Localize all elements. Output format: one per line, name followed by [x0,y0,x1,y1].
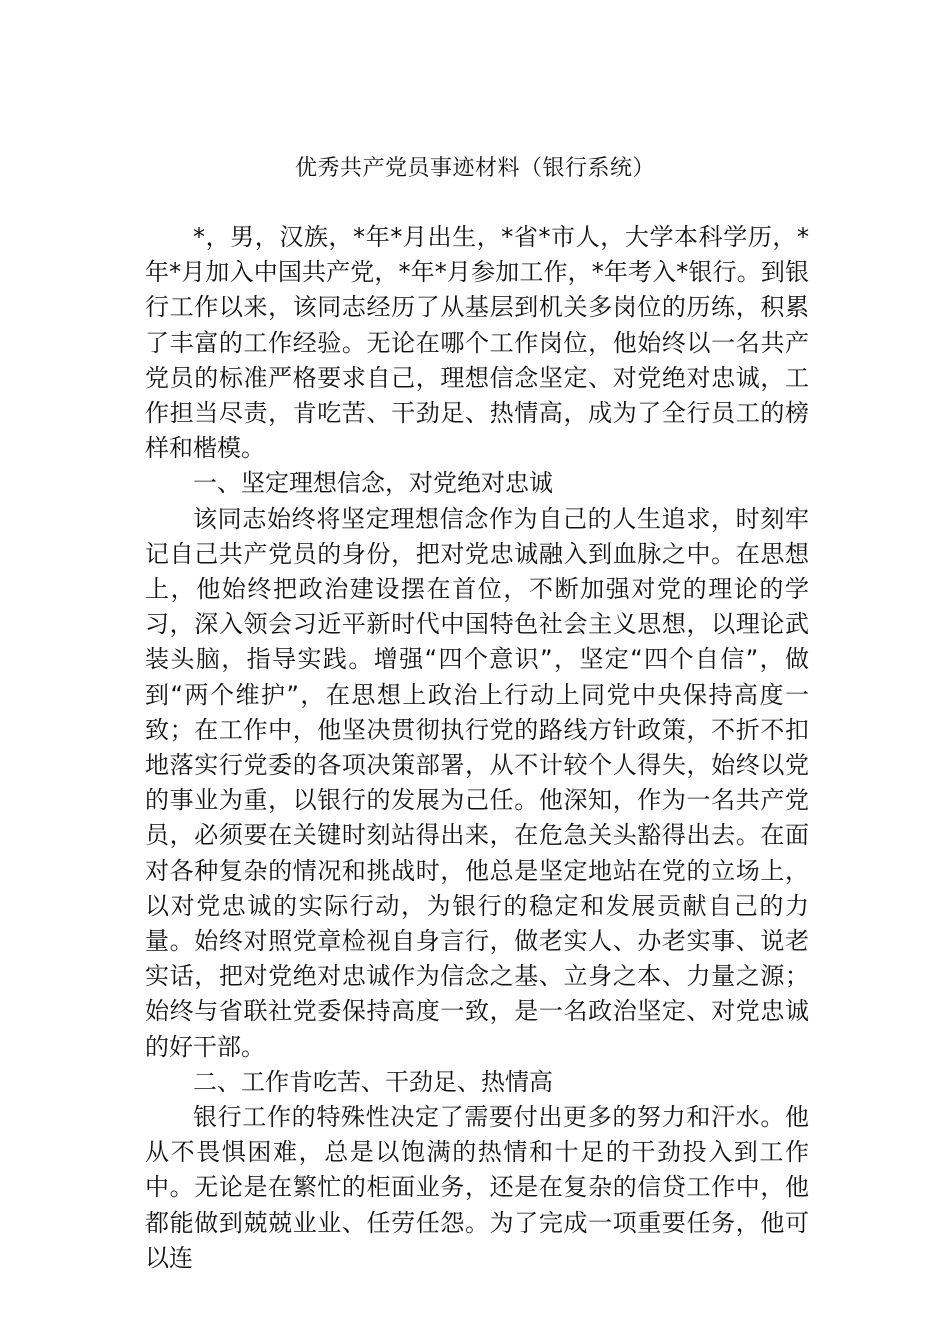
intro-paragraph: *，男，汉族，*年*月出生，*省*市人，大学本科学历，*年*月加入中国共产党，*年*月参加工作，*年考入*银行。到银行工作以来，该同志经历了从基层到机关多岗位的历练，积累了丰富的工作经验。无论在哪个工作岗位，他始终以一名共产党员的标准严格要求自己，理想信念坚定、对党绝对忠诚，工作担当尽责，肯吃苦、干劲足、热情高，成为了全行员工的榜样和楷模。 [145,223,809,463]
section-2-paragraph: 银行工作的特殊性决定了需要付出更多的努力和汗水。他从不畏惧困难，总是以饱满的热情和十足的干劲投入到工作中。无论是在繁忙的柜面业务，还是在复杂的信贷工作中，他都能做到兢兢业业、任劳任怨。为了完成一项重要任务，他可以连 [145,1103,809,1272]
document-body [145,220,809,1276]
section-heading-2: 二、工作肯吃苦、干劲足、热情高 [193,1067,553,1096]
document-title: 优秀共产党员事迹材料（银行系统） [294,156,655,181]
section-1-paragraph: 该同志始终将坚定理想信念作为自己的人生追求，时刻牢记自己共产党员的身份，把对党忠诚融入到血脉之中。在思想上，他始终把政治建设摆在首位，不断加强对党的理论的学习，深入领会习近平新时代中国特色社会主义思想，以理论武装头脑，指导实践。增强“四个意识”，坚定“四个自信”，做到“两个维护”，在思想上政治上行动上同党中央保持高度一致；在工作中，他坚决贯彻执行党的路线方针政策，不折不扣地落实行党委的各项决策部署，从不计较个人得失，始终以党的事业为重，以银行的发展为己任。他深知，作为一名共产党员，必须要在关键时刻站得出来，在危急关头豁得出去。在面对各种复杂的情况和挑战时，他总是坚定地站在党的立场上，以对党忠诚的实际行动，为银行的稳定和发展贡献自己的力量。始终对照党章检视自身言行，做老实人、办老实事、说老实话，把对党绝对忠诚作为信念之基、立身之本、力量之源；始终与省联社党委保持高度一致，是一名政治坚定、对党忠诚的好干部。 [145,504,809,1061]
section-heading-1: 一、坚定理想信念，对党绝对忠诚 [193,469,553,498]
